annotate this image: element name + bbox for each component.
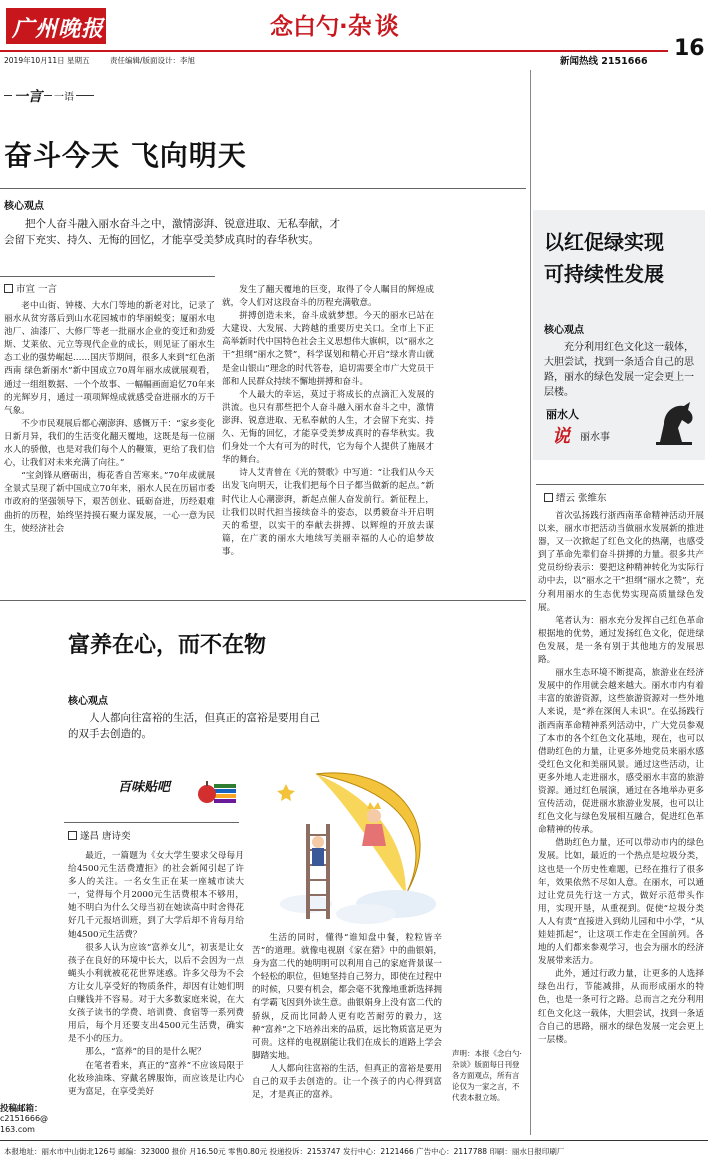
article3-byline-rule (536, 484, 704, 485)
paragraph: 此外，通过行政力量，让更多的人选择绿色出行，节能减排，从而形成丽水的特色，也是一条可行之路。总而言之充分利用红色文化这一载体，大胆尝试，找到一条适合自己的思路，丽水的绿色发展一定会更上一层楼。 (538, 969, 704, 1045)
column-tag (4, 84, 94, 108)
section-title (270, 6, 402, 40)
column-tag-a: 一言 (12, 86, 44, 106)
paragraph: 人人都向往富裕的生活，但真正的富裕是要用自己的双手去创造的。让一个孩子的内心得到富足，才是真正的富养。 (252, 1063, 442, 1101)
article2-headline: 富养在心，而不在物 (68, 633, 267, 658)
paragraph: 不少市民观展后都心潮澎湃、感慨万千：“家乡变化日新月异，我们的生活变化翻天覆地，这既是每一位丽水人的骄傲，也是对我们每个人的鞭策，更给了我们信心，让我们对未来充满了向往。” (4, 418, 215, 469)
article2-top-rule (0, 600, 526, 601)
masthead (0, 0, 708, 67)
masthead-rule (0, 50, 668, 52)
news-hotline: 新闻热线 2151666 (560, 56, 648, 67)
article1-byline-rule (0, 276, 215, 277)
contribute-email-1[interactable]: c2151666@ (0, 1114, 49, 1123)
horse-icon (652, 398, 698, 448)
byline-marker (68, 831, 77, 840)
article3-byline (544, 490, 607, 504)
article3-column-banner (540, 398, 700, 454)
article1-rule (0, 188, 526, 189)
paragraph: 发生了翻天覆地的巨变，取得了令人瞩目的辉煌成就，令人们对这段奋斗的历程充满敬意。 (222, 285, 434, 309)
article2-byline-text: 遂昌 唐诗奕 (80, 831, 131, 842)
paragraph: 生活的同时，懂得“谁知盘中餐，粒粒皆辛苦”的道理。就像电视剧《家在猎》中的曲银娟，身为富二代的她明明可以利用自己的家庭背景谋一个轻松的职位，但她坚持自己努力，即使在过程中的时候，只要有机会，都会毫不犹豫地重新选择拥有学霸飞因到外读生意。曲银娟身上没有富二代的骄纵，反而比同龄人更有吃苦耐劳的毅力，这种“富养”之下培养出来的品质，远比物质富足更为可贵。这样的电视剧能让我们在成长的道路上学会脚踏实地。 (252, 933, 442, 1061)
paragraph: 拼搏创造未来，奋斗成就梦想。今天的丽水已站在大建设、大发展、大跨越的重要历史关口。全市上下正高举新时代中国特色社会主义思想伟大旗帜，以“丽水之干”担纲“丽水之赞”，科学谋划和精心开启“绿水青山就是金山银山”理念的时代答卷，追切需要全市广大党员干部和人民群众持续不懈地拼搏和奋斗。 (222, 311, 434, 387)
article3-body (538, 510, 704, 1135)
article2-byline-rule (64, 822, 239, 823)
article2-badge (100, 762, 240, 808)
paragraph: 诗人艾青曾在《光的赞歌》中写道：“让我们从今天出发飞向明天，让我们把每个日子都当做新的起点。”新时代让人心潮澎湃，新起点催人奋发前行。新征程上，让我们以时代担当接续奋斗的姿态，以勇毅奋斗开启明天的希望，以实干的奉献去拼搏、以辉煌的开放去谋篇，在广袤的丽水大地续写美丽幸福的人心的追梦故事。 (222, 468, 434, 557)
article1-col1 (4, 300, 215, 595)
notice-text: 声明：本报《念白勺·杂谈》版面每日刊登各方面观点，所有言论仅为一家之言，不代表本报立场。 (452, 1049, 522, 1102)
paragraph: 很多人认为应该“富养女儿”，初衷是让女孩子在良好的环境中长大，以后不会因为一点蝇头小利就被花花世界迷惑。许多父母为不会方让女儿享受好的物质条件，却因有让她们明白赚钱并不容易。对于大多数家庭来说，在大女孩子读书的学费、培训费、食宿等一系列费用后，每个月还要支出4500元生活费，确实是不小的压力。 (68, 942, 244, 1045)
footer-rule (0, 1140, 708, 1141)
article1-byline (4, 281, 57, 295)
paragraph: 在笔者看来，真正的“富养”不应该局限于化妆珍油珠、穿戴名牌服饰，而应该是让内心更为富足，在享受美好 (68, 1060, 244, 1097)
paragraph: 老中山街、钟楼、大水门等地的新老对比，记录了丽水从贫穷落后到山水花园城市的华丽蜕变；厦丽水电池厂、油漆厂、大修厂等老一批丽水企业的变迁和劲爱斯、艾莱依、元立等现代企业的成长，则见证了丽水生态工业的强势崛起……国庆节期间，很多人来到“红色浙西南 绿色新丽水”新中国成立70周年丽水成就展观看，通过一组组数据、一个个故事、一幅幅画面追忆70年来的光辉岁月，通过一项项辉煌成就感受奋进丽水的万千气象。 (4, 301, 215, 416)
paragraph: 借助红色力量，还可以带动市内的绿色发展。比如，最近的一个热点是垃圾分类，这也是一个历史性难题，已经在推行了很多年，效果依然不尽如人意。在丽水，可以通过让党员先行这一方式，做好示范带头作用，实现开垦，从重视到。促使“垃圾分类人人有责”直接进入到幼儿园和中小学，“从娃娃抓起”，让这项工作走在全国前列。各地的人们都来参观学习，也会为丽水的经济发展带来活力。 (538, 838, 704, 967)
article3-kicker: 核心观点 (544, 325, 584, 336)
paragraph: 笔者认为：丽水充分发挥自己红色革命根据地的优势，通过发扬红色文化，促进绿色发展，是一条有别于其他地方的发展思路。 (538, 615, 704, 666)
article2-summary: 人人都向往富裕的生活，但真正的富裕是要用自己的双手去创造的。 (68, 712, 320, 740)
column-banner-c: 丽水事 (580, 432, 610, 443)
article2-col2 (252, 932, 442, 1135)
page-number: 16 (674, 36, 705, 61)
section-title-b: 杂谈 (347, 11, 402, 40)
section-title-dot: · (339, 14, 348, 40)
section-title-a: 念白勺 (270, 14, 339, 40)
apple-books-icon (194, 762, 238, 806)
column-divider (530, 70, 531, 1135)
moon-illustration (246, 754, 458, 924)
paragraph: 最近，一篇题为《女大学生要求父母每月给4500元生活费遭拒》的社会新闻引起了许多人的关注。一名女生正在某一座城市读大一，觉得每个月2000元生活费根本不够用，她不明白为什么父母当初在她读高中时舍得花好几千元报培训班，到了大学后却不肯每月给她4500元生活费？ (68, 851, 244, 940)
article3-byline-text: 缙云 张维东 (556, 493, 607, 504)
article2-byline (68, 828, 131, 842)
footer-info: 本报地址：丽水市中山街北126号 邮编：323000 报价 月16.50元 零售0.80元 投递投诉：2153747 发行中心：2121466 广告中心：2117788 印刷：丽水日报印刷厂 (4, 1147, 565, 1156)
column-banner-a: 丽水人 (546, 408, 579, 421)
paragraph: 个人最大的幸运，莫过于将成长的点滴汇入发展的洪流。也只有那些把个人奋斗融入丽水奋斗之中，激情澎湃、锐意进取、无私奉献的人生，才会留下充实、持久、无悔的回忆，才能享受美梦成真时的春华秋实。我们身处一个大有可为的时代，它为每个人提供了施展才华的舞台。 (222, 389, 434, 466)
paragraph: “宝剑锋从磨砺出，梅花香自苦寒来。”70年成就展全景式呈现了新中国成立70年来，丽水人民在历届市委市政府的坚强领导下，艰苦创业、砥砺奋进，历经艰难曲折的历程，始终坚持摸石聚力谋发展，一心一意为民生，使经济社会 (4, 471, 215, 534)
article3-headline-l2: 可持续性发展 (544, 262, 664, 286)
byline-marker (544, 493, 553, 502)
article1-byline-text: 市宣 一言 (16, 284, 58, 295)
column-banner-b: 说 (552, 426, 570, 447)
article1-col2 (222, 284, 434, 595)
article1-kicker: 核心观点 (4, 201, 44, 212)
paragraph: 首次弘扬践行浙西南革命精神活动开展以来，丽水市把活动当做丽水发展新的推进器，又一次掀起了红色文化的热潮，也感受到了革命先辈们奋斗拼搏的力量。很多共产党员纷纷表示：要把这种精神转化为实际行动中去，以“丽水之干”担纲“丽水之赞”，充分利用丽水的生态优势实现高质量绿色发展。 (538, 511, 704, 613)
editors: 责任编辑/版面设计：李旭 (110, 56, 196, 65)
article1-summary: 把个人奋斗融入丽水奋斗之中，激情澎湃、锐意进取、无私奉献，才会留下充实、持久、无悔的回忆，才能享受美梦成真时的春华秋实。 (4, 218, 340, 246)
contribute-email-2[interactable]: 163.com (0, 1125, 35, 1134)
contribute-title: 投稿邮箱： (0, 1104, 43, 1114)
issue-date: 2019年10月11日 星期五 (4, 56, 90, 65)
badge-text: 百味贴吧 (118, 780, 171, 795)
article1-headline: 奋斗今天 飞向明天 (4, 139, 247, 172)
contribute-box (0, 1102, 60, 1136)
paragraph: 丽水生态环境不断提高，旅游业在经济发展中的作用就会越来越大。丽水市内有着丰富的旅游资源，这些旅游资源对一些外地人来说，是“养在深闺人未识”。在弘扬践行浙西南革命精神系列活动中，广大党员参观了本市的各个红色文化基地，现在，也可以借助红色的力量，让更多外地党员来丽水感受红色文化和美丽风景。通过这些活动，让更多外地人走进丽水，感受丽水丰富的旅游资源。通过红色展演，通过在各地举办更多宣传活动，促进丽水旅游业发展，也可以让红色文化与绿色发展相互融合，促进红色革命精神的传承。 (538, 668, 704, 836)
logo-text: 广州晚报 (12, 16, 105, 42)
article3-headline-l1: 以红促绿实现 (544, 230, 664, 254)
newspaper-logo (6, 8, 106, 44)
article3-summary: 充分利用红色文化这一载体，大胆尝试，找到一条适合自己的思路，丽水的绿色发展一定会更上一层楼。 (544, 342, 694, 398)
column-tag-b: 一语 (52, 88, 76, 103)
byline-marker (4, 284, 13, 293)
article2-col1 (68, 850, 244, 1135)
article2-kicker: 核心观点 (68, 696, 108, 707)
paragraph: 那么，“富养”的目的是什么呢？ (85, 1047, 206, 1058)
